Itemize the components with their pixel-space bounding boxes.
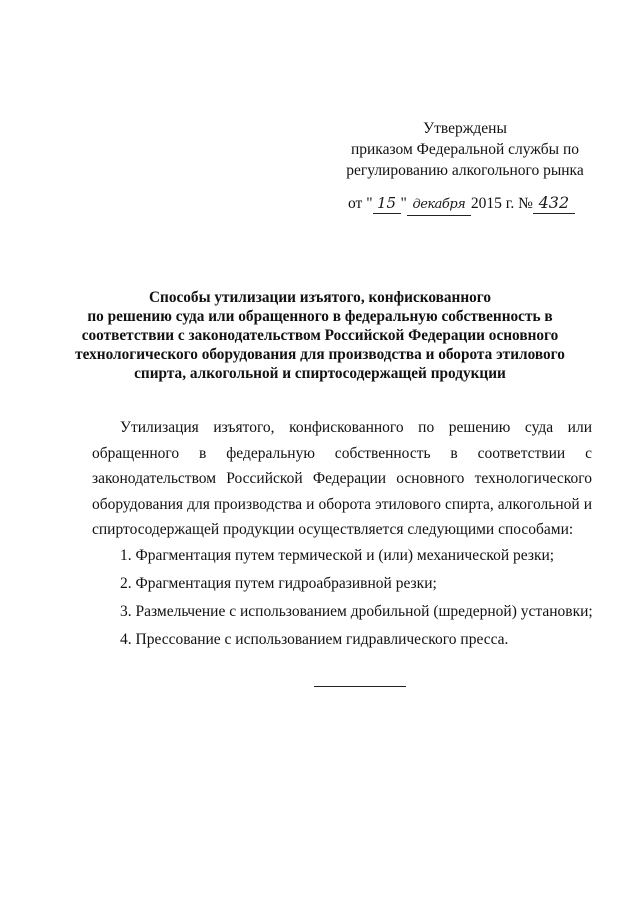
approval-line-1: Утверждены xyxy=(423,120,507,137)
list-item: 2. Фрагментация путем гидроабразивной резки; xyxy=(120,575,437,592)
list-item: 4. Прессование с использованием гидравлического пресса. xyxy=(120,631,509,648)
title-line: спирта, алкогольной и спиртосодержащей продукции xyxy=(134,365,506,382)
methods-list xyxy=(120,542,600,654)
title-line: соответствии с законодательством Российской Федерации основного xyxy=(81,327,559,344)
approval-line-3: регулированию алкогольного рынка xyxy=(346,162,584,179)
title-line: Способы утилизации изъятого, конфискованного xyxy=(148,289,492,306)
title-line: технологического оборудования для производства и оборота этилового xyxy=(75,346,565,363)
approval-line-2: приказом Федеральной службы по xyxy=(350,141,580,158)
order-date-line xyxy=(348,193,598,216)
order-number: 432 xyxy=(533,193,575,214)
list-item: 3. Размельчение с использованием дробильной (шредерной) установки; xyxy=(120,603,593,620)
body-paragraph: Утилизация изъятого, конфискованного по решению суда или обращенного в федеральную собственность в соответствии с законодательством Российской Федерации основного технологического оборудования для производства и оборота этилового спирта, алкогольной и спиртосодержащей продукции осуществляется следующими способами: xyxy=(92,419,592,538)
body-paragraph-block xyxy=(92,415,592,543)
order-prefix: от " xyxy=(348,195,373,212)
order-quote-close: " xyxy=(400,195,407,212)
approval-block xyxy=(330,118,600,181)
order-day: 15 xyxy=(373,193,401,214)
closing-divider xyxy=(314,686,406,687)
list-item: 1. Фрагментация путем термической и (или) механической резки; xyxy=(120,547,555,564)
order-year: 2015 г. № xyxy=(470,195,533,212)
title-line: по решению суда или обращенного в федеральную собственность в xyxy=(87,308,553,325)
document-title xyxy=(60,288,580,383)
order-month: декабря xyxy=(407,195,471,216)
